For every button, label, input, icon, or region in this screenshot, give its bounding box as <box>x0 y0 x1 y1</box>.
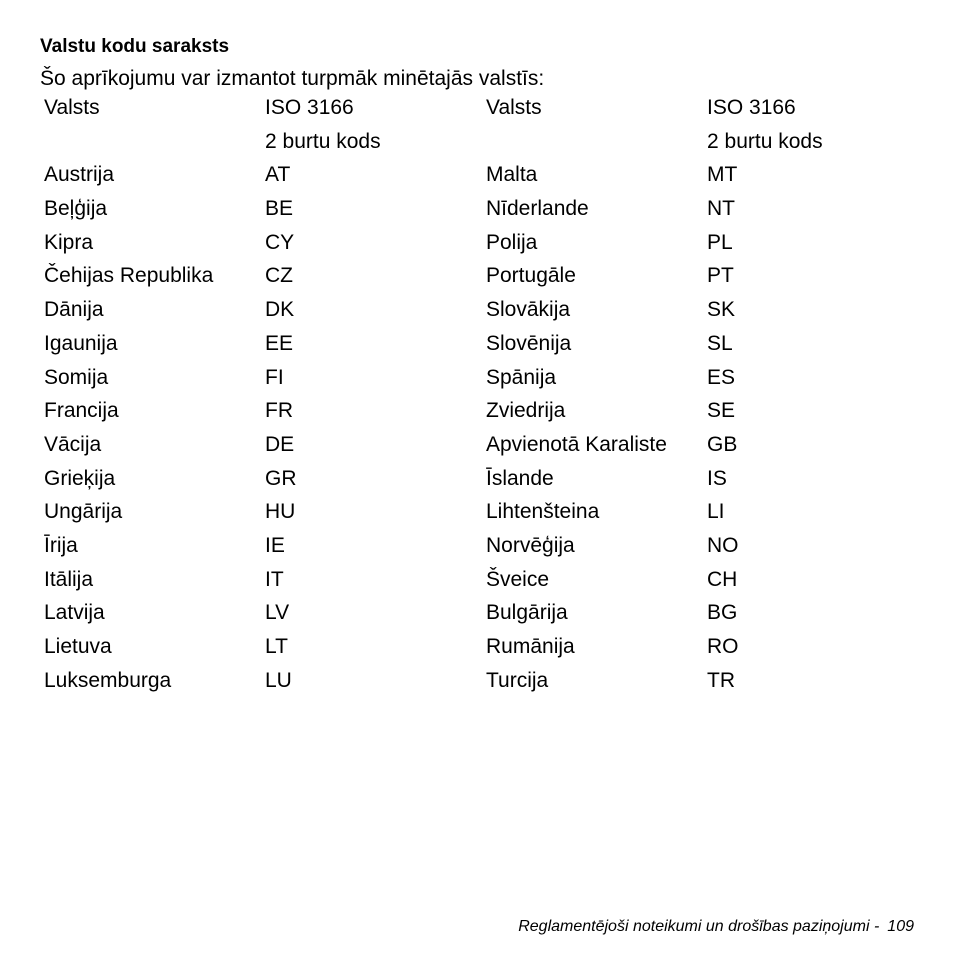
country-name: Slovākija <box>486 298 571 322</box>
footer-title: Reglamentējoši noteikumi un drošības paziņojumi - <box>518 918 880 935</box>
page-number: 109 <box>887 918 914 935</box>
country-code: NO <box>707 533 739 557</box>
country-code: IE <box>265 533 285 557</box>
country-code: LI <box>707 500 725 524</box>
column-subheader-empty <box>44 125 265 159</box>
country-name: Zviedrija <box>486 399 566 423</box>
country-name: Beļģija <box>44 197 108 221</box>
page-heading: Valstu kodu saraksts <box>40 36 230 57</box>
country-name: Lietuva <box>44 635 112 658</box>
country-name: Spānija <box>486 365 557 389</box>
country-code: HU <box>265 500 296 524</box>
country-name: Norvēģija <box>486 533 575 557</box>
country-code: PL <box>707 230 733 254</box>
country-code: LT <box>265 635 288 658</box>
country-code: MT <box>707 163 738 187</box>
page-footer <box>518 916 914 938</box>
country-code: CZ <box>265 264 293 288</box>
intro-text: Šo aprīkojumu var izmantot turpmāk minētajās valstīs: <box>40 67 545 90</box>
country-name: Francija <box>44 399 119 423</box>
country-code: DE <box>265 432 295 456</box>
country-name: Igaunija <box>44 331 118 355</box>
country-name: Portugāle <box>486 264 576 288</box>
country-code: ES <box>707 365 736 389</box>
column-subheader-empty <box>486 125 707 159</box>
country-code: IT <box>265 567 284 591</box>
country-code: GB <box>707 432 738 456</box>
country-code: SE <box>707 399 736 423</box>
country-name: Bulgārija <box>486 601 568 625</box>
country-name: Grieķija <box>44 466 116 490</box>
column-header-iso: ISO 3166 <box>707 96 796 119</box>
country-code: DK <box>265 298 295 322</box>
country-code: BG <box>707 601 738 625</box>
country-code: TR <box>707 668 735 692</box>
country-code: FI <box>265 365 284 389</box>
country-name: Lihtenšteina <box>486 500 600 524</box>
country-code: BE <box>265 197 294 221</box>
country-code: CH <box>707 567 738 591</box>
country-name: Čehijas Republika <box>44 264 214 288</box>
country-code: RO <box>707 635 739 658</box>
country-name: Austrija <box>44 163 115 187</box>
column-header-iso: ISO 3166 <box>265 96 354 119</box>
country-name: Vācija <box>44 432 102 456</box>
country-code: LU <box>265 668 292 692</box>
country-name: Luksemburga <box>44 668 172 692</box>
country-name: Slovēnija <box>486 331 572 355</box>
column-header-country: Valsts <box>44 96 100 119</box>
column-header-country: Valsts <box>486 96 542 119</box>
country-name: Somija <box>44 365 109 389</box>
country-code: GR <box>265 466 297 490</box>
country-code: AT <box>265 163 291 187</box>
country-name: Rumānija <box>486 635 575 658</box>
country-code: SK <box>707 298 736 322</box>
country-code: IS <box>707 466 727 490</box>
country-code: FR <box>265 399 293 423</box>
country-code: SL <box>707 331 733 355</box>
country-name: Īrija <box>44 533 78 557</box>
country-name: Itālija <box>44 567 94 591</box>
country-code: EE <box>265 331 294 355</box>
country-code: CY <box>265 230 295 254</box>
country-name: Ungārija <box>44 500 123 524</box>
country-code: PT <box>707 264 734 288</box>
column-subheader-iso: 2 burtu kods <box>707 129 823 153</box>
country-code: NT <box>707 197 735 221</box>
country-code: LV <box>265 601 290 625</box>
country-codes-table <box>44 91 928 697</box>
country-name: Kipra <box>44 230 94 254</box>
country-name: Nīderlande <box>486 197 589 221</box>
country-name: Malta <box>486 163 538 187</box>
country-name: Šveice <box>486 567 550 591</box>
country-name: Latvija <box>44 601 105 625</box>
country-name: Apvienotā Karaliste <box>486 432 667 456</box>
country-name: Dānija <box>44 298 104 322</box>
column-subheader-iso: 2 burtu kods <box>265 129 381 153</box>
country-name: Polija <box>486 230 538 254</box>
country-name: Īslande <box>486 466 554 490</box>
country-name: Turcija <box>486 668 549 692</box>
